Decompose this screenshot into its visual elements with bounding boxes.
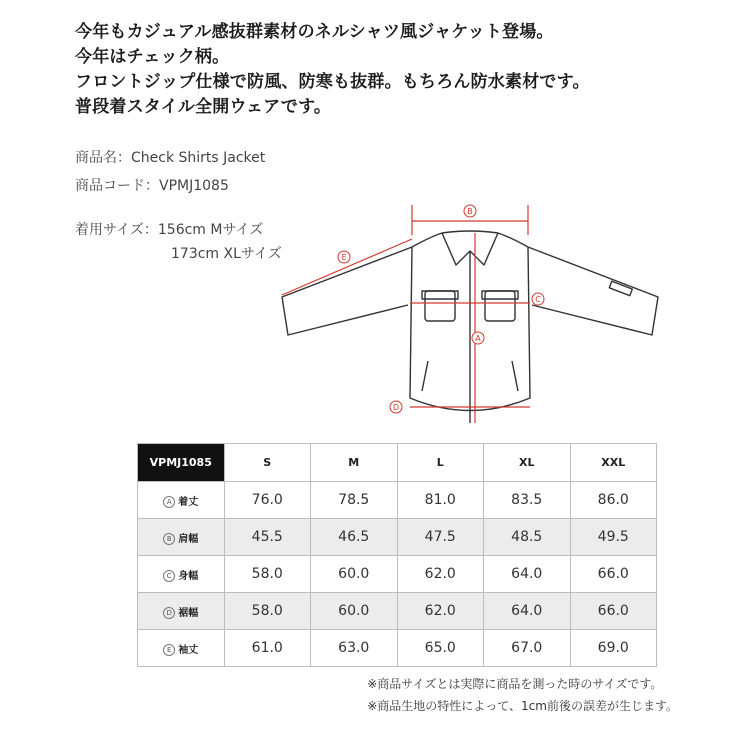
- table-cell: 58.0: [224, 556, 311, 593]
- row-label: D 裾幅: [138, 593, 225, 630]
- fit-line-2: 173cm XLサイズ: [171, 246, 282, 262]
- table-cell: 81.0: [397, 482, 484, 519]
- table-cell: 64.0: [484, 556, 571, 593]
- table-cell: 46.5: [311, 519, 398, 556]
- model-fit-info: [75, 218, 282, 266]
- table-cell: 66.0: [570, 556, 657, 593]
- row-label: C 身幅: [138, 556, 225, 593]
- intro-line-3: フロントジップ仕様で防風、防寒も抜群。もちろん防水素材です。: [75, 72, 590, 92]
- table-cell: 69.0: [570, 630, 657, 667]
- note-2: ※商品生地の特性によって、1cm前後の誤差が生じます。: [367, 699, 678, 713]
- row-label: E 袖丈: [138, 630, 225, 667]
- table-row: [138, 519, 657, 556]
- product-code: 商品コード：VPMJ1085: [75, 178, 229, 194]
- collar-back: [442, 231, 498, 233]
- note-1: ※商品サイズとは実際に商品を測った時のサイズです。: [367, 677, 663, 691]
- table-cell: 49.5: [570, 519, 657, 556]
- table-row: [138, 482, 657, 519]
- table-cell: 63.0: [311, 630, 398, 667]
- marker-e: E: [341, 253, 347, 262]
- chest-pocket-right: [485, 291, 515, 321]
- table-cell: 64.0: [484, 593, 571, 630]
- product-name: 商品名：Check Shirts Jacket: [75, 150, 266, 166]
- table-cell: 62.0: [397, 593, 484, 630]
- table-row: [138, 593, 657, 630]
- table-cell: 66.0: [570, 593, 657, 630]
- table-cell: 61.0: [224, 630, 311, 667]
- marker-d: D: [392, 403, 400, 412]
- size-header-xxl: XXL: [570, 444, 657, 482]
- size-header-l: L: [397, 444, 484, 482]
- size-header-s: S: [224, 444, 311, 482]
- marker-c: C: [535, 295, 541, 304]
- fit-label: 着用サイズ：: [75, 222, 158, 238]
- table-row: [138, 556, 657, 593]
- intro-line-2: 今年はチェック柄。: [75, 47, 230, 67]
- side-pocket-right: [512, 361, 518, 391]
- size-notes: [367, 673, 678, 717]
- table-cell: 58.0: [224, 593, 311, 630]
- size-header-xl: XL: [484, 444, 571, 482]
- table-cell: 76.0: [224, 482, 311, 519]
- sleeve-right: [528, 247, 658, 335]
- side-pocket-left: [422, 361, 428, 391]
- table-cell: 45.5: [224, 519, 311, 556]
- shoulder-lines: [412, 233, 528, 247]
- pocket-flap-left: [422, 291, 458, 299]
- jacket-measurement-diagram: [270, 195, 670, 435]
- table-cell: 78.5: [311, 482, 398, 519]
- table-cell: 86.0: [570, 482, 657, 519]
- fit-line-1: 156cm Mサイズ: [157, 222, 264, 238]
- intro-text: [75, 20, 725, 120]
- table-cell: 65.0: [397, 630, 484, 667]
- row-label: B 肩幅: [138, 519, 225, 556]
- intro-line-1: 今年もカジュアル感抜群素材のネルシャツ風ジャケット登場。: [75, 22, 554, 42]
- marker-a: A: [475, 334, 481, 343]
- size-header-m: M: [311, 444, 398, 482]
- size-chart-table: [137, 443, 657, 667]
- table-cell: 48.5: [484, 519, 571, 556]
- table-cell: 62.0: [397, 556, 484, 593]
- chest-pocket-left: [425, 291, 455, 321]
- row-label: A 着丈: [138, 482, 225, 519]
- marker-b: B: [467, 207, 473, 216]
- model-code-header: VPMJ1085: [138, 444, 225, 482]
- table-cell: 67.0: [484, 630, 571, 667]
- size-header-row: [138, 444, 657, 482]
- intro-line-4: 普段着スタイル全開ウェアです。: [75, 97, 332, 117]
- table-cell: 60.0: [311, 556, 398, 593]
- measurement-lines: [282, 205, 530, 423]
- table-cell: 83.5: [484, 482, 571, 519]
- table-row: [138, 630, 657, 667]
- table-cell: 60.0: [311, 593, 398, 630]
- pocket-flap-right: [482, 291, 518, 299]
- table-cell: 47.5: [397, 519, 484, 556]
